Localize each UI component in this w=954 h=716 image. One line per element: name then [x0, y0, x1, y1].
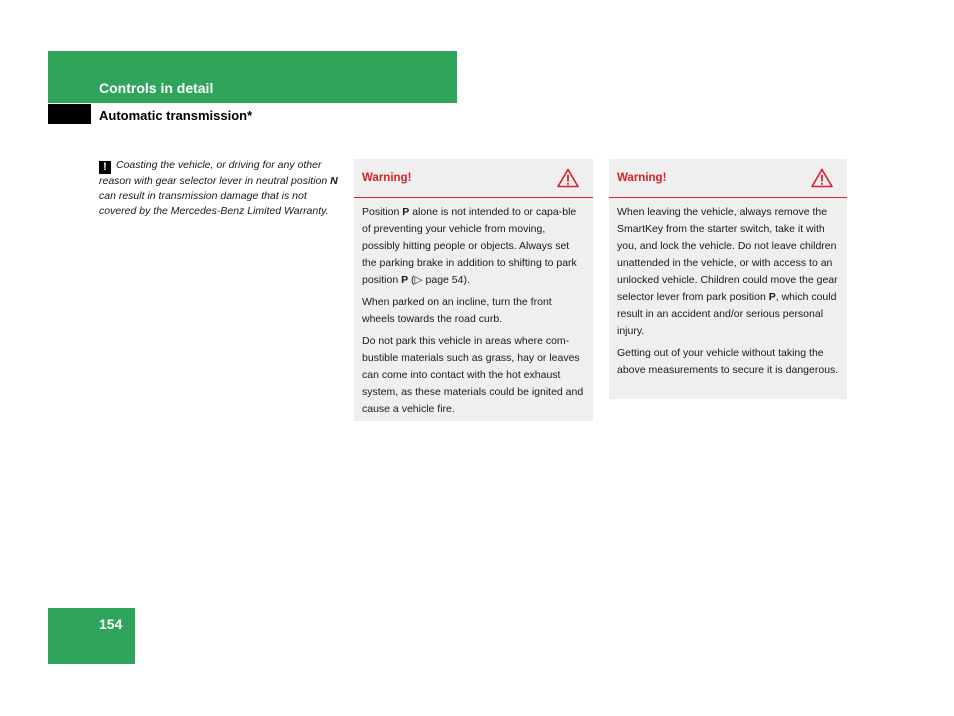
warning-paragraph: Do not park this vehicle in areas where com-bustible materials such as grass, hay or leaves can come into contact with the hot exhaust system, as these materials could be ignited and cause a vehicle fire. [362, 335, 584, 415]
bold-p: P [402, 206, 410, 218]
section-title: Controls in detail [99, 80, 214, 96]
bold-p: P [401, 274, 409, 286]
warning-box-leaving-vehicle [609, 159, 847, 399]
text: alone is not intended to or capa-ble of preventing your vehicle from moving, possibly hitting people or objects. Always set the parking brake in addition to shifting to park position [362, 206, 577, 286]
warning-paragraph: When parked on an incline, turn the front wheels towards the road curb. [362, 296, 552, 325]
note-text-1: Coasting the vehicle, or driving for any other reason with gear selector lever in neutral position [99, 159, 331, 187]
note-text-2: can result in transmission damage that is not covered by the Mercedes-Benz Limited Warranty. [99, 190, 329, 217]
warning-body [354, 198, 593, 431]
page-reference: (▷ page 54). [408, 274, 470, 286]
warning-triangle-icon [557, 168, 579, 188]
text: , which could result in an accident and/or serious personal injury. [617, 291, 837, 337]
warning-label: Warning! [617, 172, 667, 184]
bold-p: P [768, 291, 776, 303]
warning-header [609, 159, 847, 198]
page-subtitle: Automatic transmission* [99, 108, 253, 123]
text: Position [362, 206, 403, 218]
warning-paragraph [617, 204, 839, 340]
warning-triangle-icon [811, 168, 833, 188]
exclamation-icon: ! [99, 161, 111, 174]
warning-header [354, 159, 593, 198]
note-bold-n: N [330, 175, 338, 187]
warning-box-parking [354, 159, 593, 421]
section-marker [48, 104, 91, 124]
text: When leaving the vehicle, always remove the SmartKey from the starter switch, take it with you, and lock the vehicle. Do not leave children unattended in the vehicle, or with access to an unlocked vehicle. Children could move the gear selector lever from park position [617, 206, 838, 303]
warning-body [609, 198, 847, 392]
warning-label: Warning! [362, 172, 412, 184]
warning-paragraph [362, 204, 585, 289]
transmission-note [99, 158, 339, 219]
page-number: 154 [99, 616, 123, 632]
warning-paragraph: Getting out of your vehicle without taking the above measurements to secure it is dangerous. [617, 347, 839, 376]
